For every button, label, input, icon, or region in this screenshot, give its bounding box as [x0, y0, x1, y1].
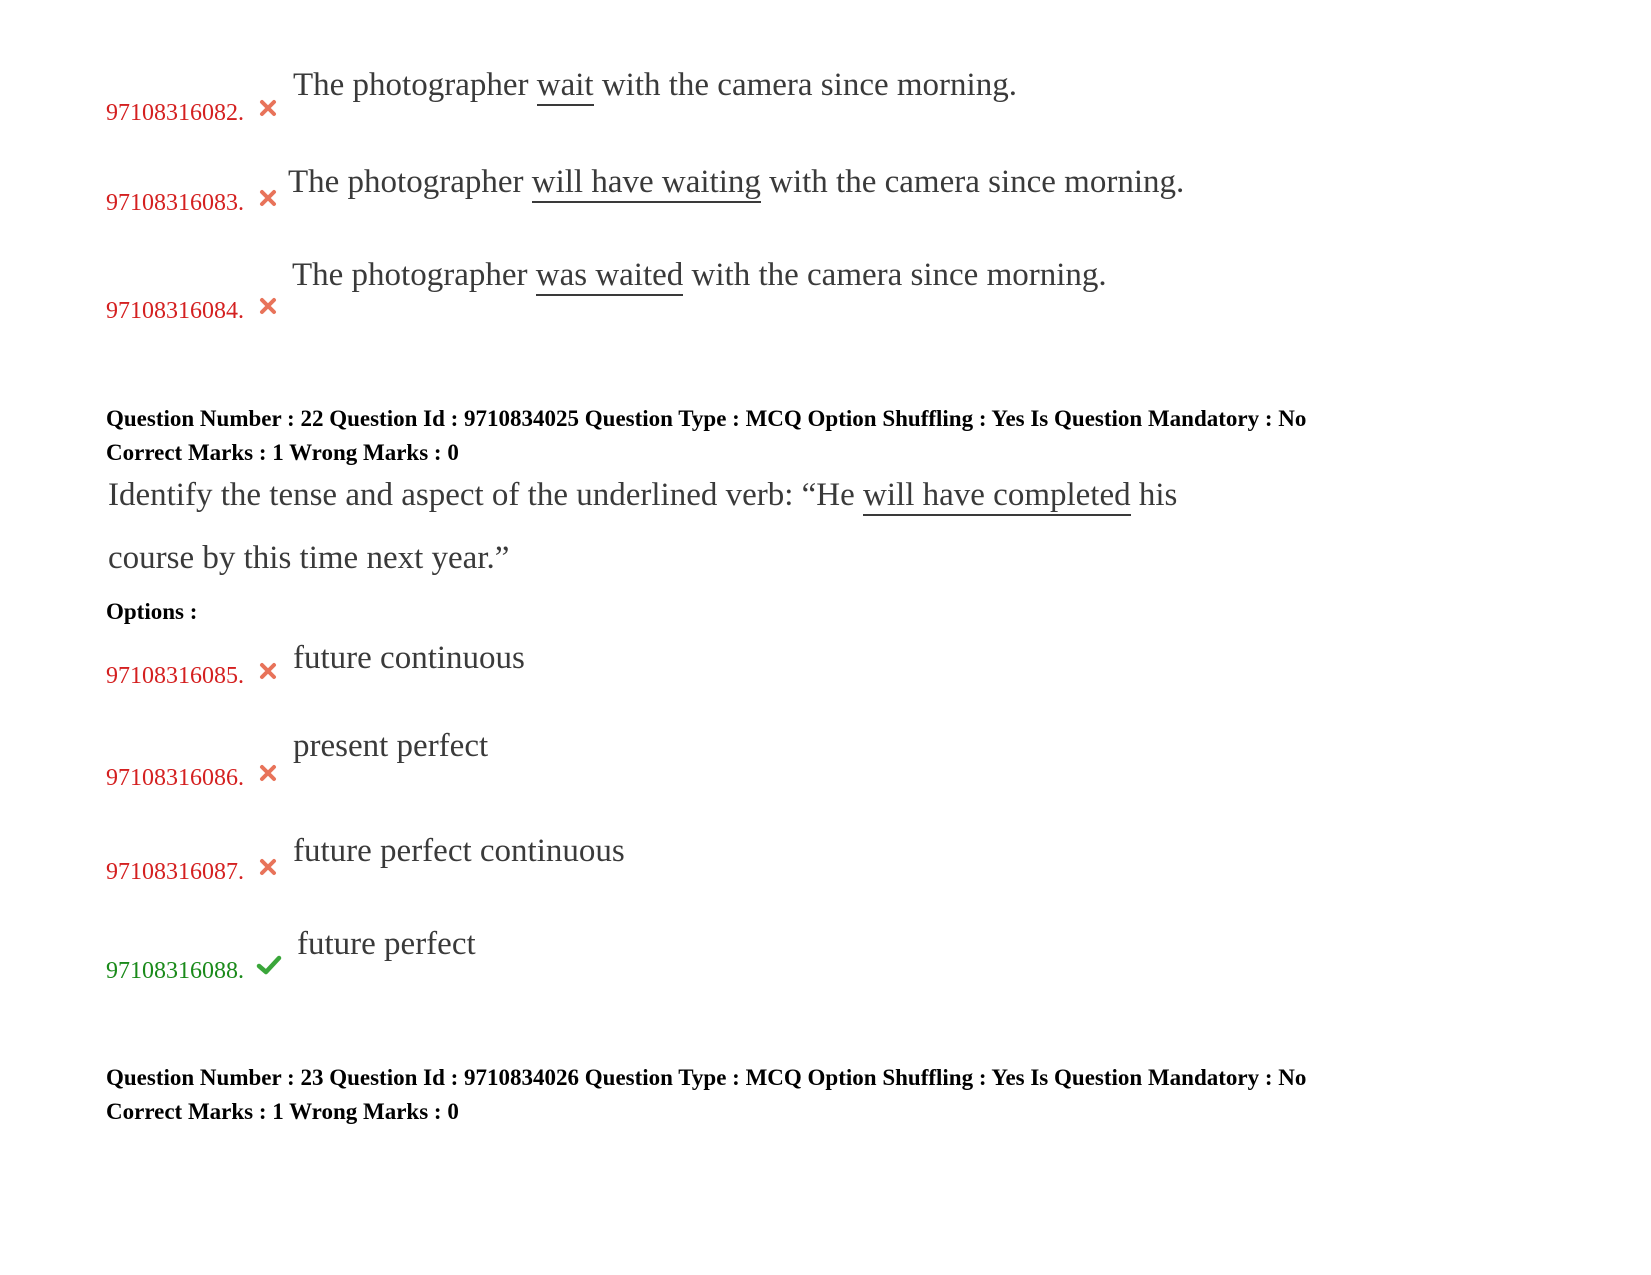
cross-icon	[258, 98, 278, 118]
option-text: The photographer wait with the camera since morning.	[293, 65, 1017, 105]
option-text: present perfect	[293, 728, 489, 764]
cross-icon	[258, 296, 278, 316]
question-marks: Correct Marks : 1 Wrong Marks : 0	[106, 1099, 459, 1124]
option-id: 97108316087.	[106, 859, 244, 885]
option-text: future perfect continuous	[293, 833, 625, 869]
option-text: The photographer was waited with the camera since morning.	[292, 255, 1107, 295]
option-text: future perfect	[297, 926, 476, 962]
option-id: 97108316084.	[106, 298, 244, 324]
option-id: 97108316082.	[106, 100, 244, 126]
option-text: future continuous	[293, 640, 525, 676]
question-marks: Correct Marks : 1 Wrong Marks : 0	[106, 440, 459, 465]
option-id: 97108316086.	[106, 765, 244, 791]
cross-icon	[258, 661, 278, 681]
options-label: Options :	[106, 599, 198, 624]
option-id: 97108316083.	[106, 190, 244, 216]
question-meta: Question Number : 22 Question Id : 9710834025 Question Type : MCQ Option Shuffling : Yes Is Question Mandatory : No	[106, 406, 1307, 431]
question-meta: Question Number : 23 Question Id : 9710834026 Question Type : MCQ Option Shuffling : Yes Is Question Mandatory : No	[106, 1065, 1307, 1090]
question-text-line2: course by this time next year.”	[108, 540, 510, 576]
option-id: 97108316088.	[106, 958, 244, 984]
option-text: The photographer will have waiting with the camera since morning.	[288, 162, 1184, 202]
cross-icon	[258, 188, 278, 208]
checkmark-icon	[256, 954, 282, 976]
question-text: Identify the tense and aspect of the underlined verb: “He will have completed his	[108, 475, 1177, 515]
option-id: 97108316085.	[106, 663, 244, 689]
cross-icon	[258, 763, 278, 783]
cross-icon	[258, 857, 278, 877]
